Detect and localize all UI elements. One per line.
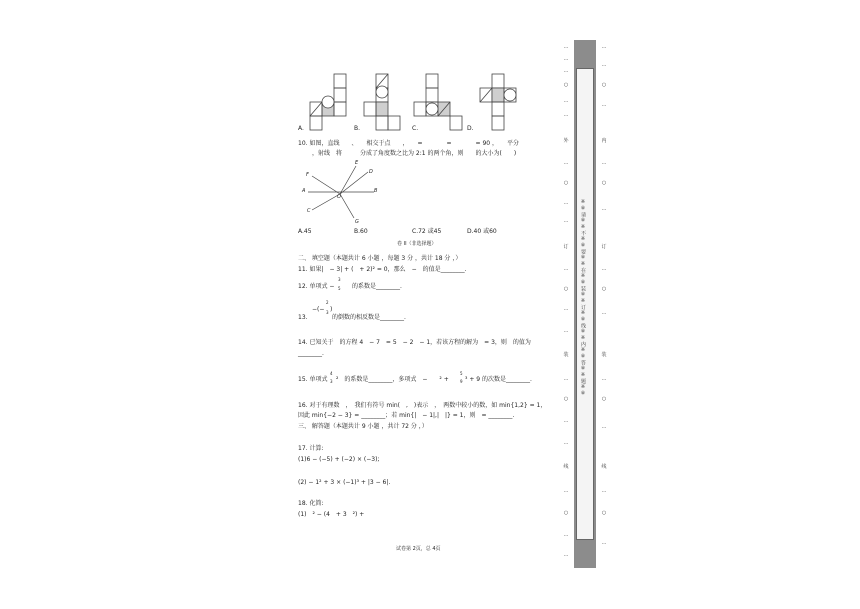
q10-label-d: D: [369, 169, 373, 175]
q10-line2: ，射线 将 分成了角度数之比为 2:1 的两个角，则 的大小为( ): [312, 150, 517, 157]
binding-circle: ○: [601, 180, 607, 186]
binding-circle: ○: [601, 82, 607, 88]
q15-pre: 15. 单项式: [298, 376, 328, 383]
net-c: [414, 74, 462, 130]
q9-option-b: B.: [354, 125, 361, 132]
q12-frac-num: 3: [338, 277, 341, 282]
binding-circle: ○: [563, 82, 569, 88]
binding-circle: ○: [563, 510, 569, 516]
q13-close: ): [330, 306, 333, 313]
q14-line2: ________.: [298, 350, 324, 357]
q12-pre: 12. 单项式 −: [298, 283, 335, 290]
q10-label-a: A: [302, 188, 306, 194]
binding-label-nei: 内: [601, 138, 607, 144]
section2-title: 卷 II（非选择题）: [397, 241, 437, 247]
q10-label-f: F: [306, 172, 309, 178]
q10-option-c: C.72 或45: [412, 228, 442, 235]
binding-circle: ○: [601, 510, 607, 516]
q15-mid: ² 的系数是________，多项式 − ² +: [336, 376, 449, 383]
q17-title: 17. 计算:: [298, 445, 324, 452]
binding-warning-text: ※※请※※不※※要※※在※※装※※订※※线※※内※※答※※题※※: [580, 199, 586, 397]
q18-part1: (1) ² − (4 + 3 ²) +: [298, 511, 365, 518]
q15-frac2-den: 9: [460, 379, 463, 384]
q10-label-c: C: [307, 208, 311, 214]
q12-frac-den: 5: [338, 286, 341, 291]
q15-frac-den: 3: [330, 379, 333, 384]
q13-expr: −(−: [312, 306, 325, 313]
binding-label-ding: 订: [601, 244, 607, 250]
q9-option-c: C.: [412, 125, 419, 132]
binding-label-zhuang: 装: [563, 352, 569, 358]
inner-binding-strip: [598, 40, 612, 568]
q15-frac-num: 4: [330, 371, 333, 376]
binding-circle: ○: [601, 396, 607, 402]
binding-label-ding: 订: [563, 244, 569, 250]
q13-post: 的倒数的相反数是________.: [332, 314, 406, 321]
q13-frac-num: 2: [326, 300, 329, 305]
q10-label-b: B: [374, 188, 378, 194]
q10-line1: 10. 如图，直线 、 相交于点 ， = = = 90 ， 平分: [298, 140, 519, 147]
answer-header: 三、 解答题（本题共计 9 小题 ，共计 72 分 ，）: [298, 423, 428, 430]
inner-dotted-line: … … ○ … 内 … ○ … 订 … ○ … 装 … ○ … 线 … ○ …: [601, 44, 607, 546]
q17-part2: (2) − 1² + 3 × (−1)³ + |3 − 6|.: [298, 479, 391, 486]
binding-circle: ○: [563, 180, 569, 186]
binding-label-xian: 线: [601, 464, 607, 470]
net-a: [310, 74, 346, 130]
binding-label-xian: 线: [563, 464, 569, 470]
q10-option-d: D.40 或60: [467, 228, 497, 235]
q16-line2: 因此 min{−2 − 3} = ________；若 min{| − 1|,| |} = 1，则 = ________.: [298, 412, 515, 419]
binding-gray-bar: [574, 40, 596, 568]
q10-option-a: A.45: [298, 228, 312, 235]
q17-part1: (1)6 − (−5) + (−2) × (−3);: [298, 456, 380, 463]
q13-pre: 13.: [298, 314, 308, 321]
net-d: [480, 74, 516, 130]
q9-option-a: A.: [298, 125, 304, 132]
q9-option-d: D.: [467, 125, 474, 132]
q14-line1: 14. 已知关于 的方程 4 − 7 = 5 − 2 − 1，若该方程的解为 = 3，则 的值为: [298, 339, 531, 346]
binding-label-zhuang: 装: [601, 352, 607, 358]
binding-circle: ○: [563, 286, 569, 292]
net-b: [364, 74, 400, 130]
binding-circle: ○: [601, 286, 607, 292]
q10-label-g: G: [355, 219, 359, 225]
binding-circle: ○: [563, 396, 569, 402]
binding-inner-panel: [576, 68, 594, 540]
outer-dotted-line: … … … ○ … … 外 … ○ … … 订 … ○ … … 装 … ○ … … 线 … ○ … …: [563, 44, 569, 558]
binding-label-wai: 外: [563, 138, 569, 144]
q11: 11. 如果| − 3| + ( + 2)² = 0，那么 − 的值是________.: [298, 266, 467, 273]
q12-post: 的系数是________.: [352, 283, 402, 290]
q10-label-e: E: [355, 160, 359, 166]
page-footer: 试卷第 2页，总 4页: [396, 546, 441, 552]
q10-label-o: O: [337, 194, 341, 200]
q15-frac2-num: 5: [460, 371, 463, 376]
q15-post: ³ + 9 的次数是________.: [465, 376, 532, 383]
q16-line1: 16. 对于有理数 ， 我们有符号 min( , )表示 ， 两数中较小的数，如 min{1,2} = 1，: [298, 402, 547, 409]
q13-frac-den: 3: [326, 310, 329, 315]
fill-header: 二、 填空题（本题共计 6 小题 ，每题 3 分 ，共计 18 分 ，）: [298, 255, 462, 262]
q10-option-b: B.60: [354, 228, 368, 235]
q18-title: 18. 化简:: [298, 500, 324, 507]
